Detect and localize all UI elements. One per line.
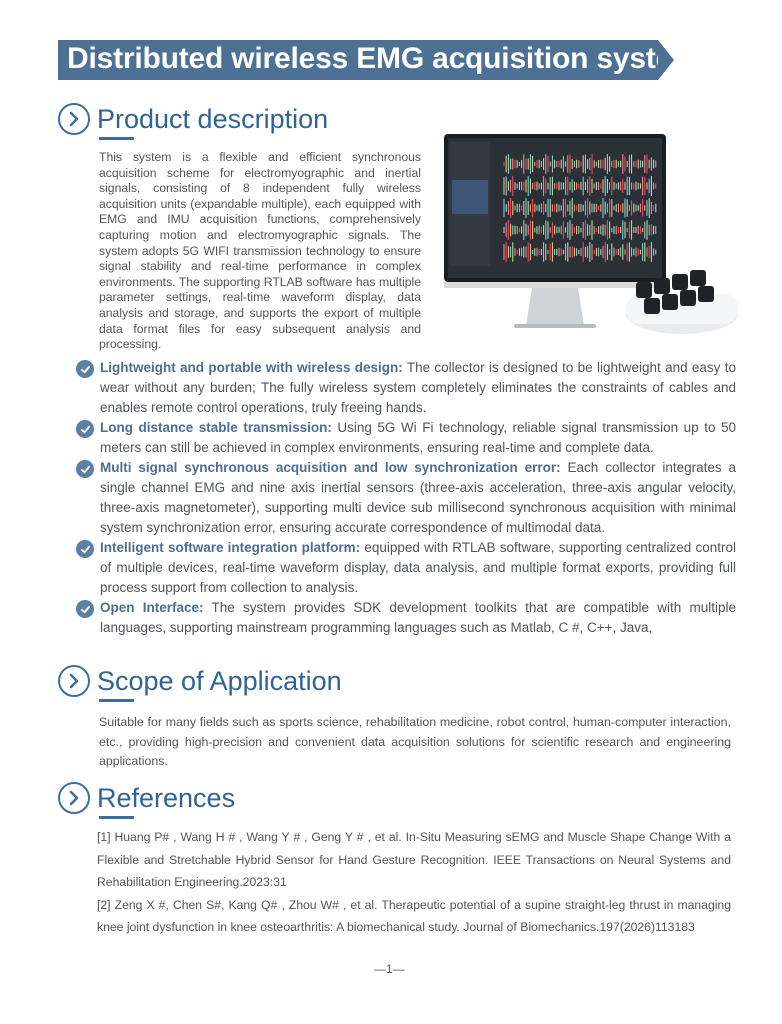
feature-text: The collector is designed to be lightweight and easy to wear without any burden; The fully wireless system completely eliminates the constraints of cables and enables remote control operations, truly freeing hands. — [100, 360, 736, 415]
feature-item — [76, 458, 736, 538]
section-title: References — [97, 782, 236, 813]
reference-list — [97, 826, 731, 939]
product-image — [444, 134, 744, 351]
check-circle-icon — [76, 460, 94, 478]
reference-item: [2] Zeng X #, Chen S#, Kang Q# , Zhou W# , et al. Therapeutic potential of a supine straight-leg thrust in managing knee joint dysfunction in knee osteoarthritis: A biomechanical study. Journal of Biomechanics.197(2026)113183 — [97, 897, 731, 934]
check-circle-icon — [76, 600, 94, 618]
page-number: —1— — [374, 962, 405, 976]
section-underline — [99, 699, 134, 702]
section-underline — [99, 816, 134, 819]
feature-title: Multi signal synchronous acquisition and low synchronization error: — [100, 460, 561, 475]
feature-item — [76, 358, 736, 418]
section-title: Scope of Application — [97, 665, 342, 696]
feature-list — [76, 358, 736, 638]
feature-title: Lightweight and portable with wireless design: — [100, 360, 403, 375]
monitor-illustration — [444, 134, 744, 346]
feature-item — [76, 598, 736, 638]
feature-text: The system provides SDK development toolkits that are compatible with multiple languages, supporting mainstream programming languages such as Matlab, C #, C++, Java, — [100, 600, 736, 635]
page-title: Distributed wireless EMG acquisition system — [67, 42, 699, 75]
chevron-right-circle-icon — [58, 665, 90, 697]
feature-text: equipped with RTLAB software, supporting centralized control of multiple devices, real-time waveform display, data analysis, and multiple format exports, providing full process support from collection to analysis. — [100, 540, 736, 595]
feature-title: Intelligent software integration platform: — [100, 540, 361, 555]
chevron-right-circle-icon — [58, 103, 90, 135]
section-title: Product description — [97, 103, 329, 134]
references-heading — [58, 782, 235, 814]
check-circle-icon — [76, 420, 94, 438]
section-underline — [99, 137, 134, 140]
feature-title: Long distance stable transmission: — [100, 420, 332, 435]
feature-item — [76, 418, 736, 458]
check-circle-icon — [76, 360, 94, 378]
feature-text: Using 5G Wi Fi technology, reliable signal transmission up to 50 meters can still be achieved in complex environments, ensuring real-time and complete data. — [100, 420, 736, 455]
check-circle-icon — [76, 540, 94, 558]
scope-heading — [58, 665, 342, 697]
product-description-text: This system is a flexible and efficient synchronous acquisition scheme for electromyographic and inertial signals, consisting of 8 independent fully wireless acquisition units (expandable multiple), each equipped with EMG and IMU acquisition functions, comprehensively capturing motion and electromyographic signals. The system adopts 5G WIFI transmission technology to ensure signal stability and real-time performance in complex environments. The supporting RTLAB software has multiple parameter settings, real-time waveform display, data analysis and storage, and supports the export of multiple data format files for easy subsequent analysis and processing. — [99, 150, 421, 352]
chevron-right-circle-icon — [58, 782, 90, 814]
reference-item: [1] Huang P# , Wang H # , Wang Y # , Geng Y # , et al. In-Situ Measuring sEMG and Muscle Shape Change With a Flexible and Stretchable Hybrid Sensor for Hand Gesture Recognition. IEEE Transactions on Neural Systems and Rehabilitation Engineering.2023:31 — [97, 830, 731, 889]
feature-title: Open Interface: — [100, 600, 204, 615]
scope-text: Suitable for many fields such as sports science, rehabilitation medicine, robot control, human-computer interaction, etc., providing high-precision and convenient data acquisition solutions for scientific research and engineering applications. — [99, 715, 731, 768]
feature-text: Each collector integrates a single channel EMG and nine axis inertial sensors (three-axis acceleration, three-axis angular velocity, three-axis magnetometer), supporting multi device sub millisecond synchronous acquisition with minimal system synchronization error, ensuring accurate correspondence of multimodal data. — [100, 460, 737, 535]
title-banner — [58, 40, 699, 80]
product-description-heading — [58, 103, 328, 135]
feature-item — [76, 538, 736, 598]
